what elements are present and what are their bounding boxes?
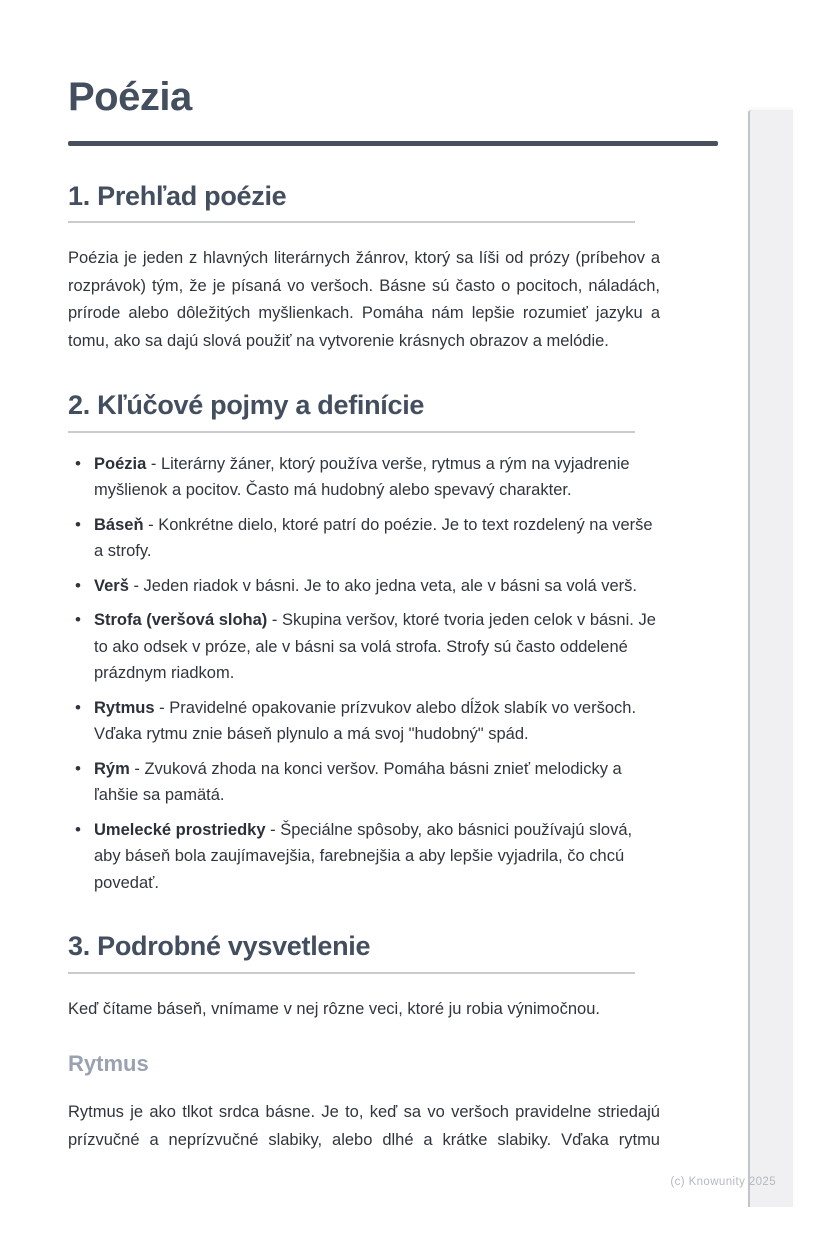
term-separator: - <box>129 759 145 778</box>
section-divider <box>68 221 635 223</box>
document-content <box>0 74 660 1154</box>
term-label: Rytmus <box>94 698 155 717</box>
term-label: Rým <box>94 759 130 778</box>
section-heading-overview: 1. Prehľad poézie <box>68 181 287 211</box>
term-separator: - <box>267 611 282 630</box>
term-label: Umelecké prostriedky <box>94 820 266 839</box>
term-label: Báseň <box>94 515 144 534</box>
section-divider <box>68 431 635 433</box>
list-item <box>68 756 660 809</box>
section-overview <box>68 180 660 355</box>
copyright-watermark: (c) Knowunity 2025 <box>670 1176 776 1188</box>
term-separator: - <box>146 454 161 473</box>
key-terms-list <box>68 451 660 897</box>
term-description: Zvuková zhoda na konci veršov. Pomáha básni znieť melodicky a ľahšie sa pamätá. <box>94 759 622 805</box>
section-heading-key-terms: 2. Kľúčové pojmy a definície <box>68 390 425 421</box>
list-item <box>68 817 660 897</box>
page-title: Poézia <box>68 75 192 119</box>
term-description: Jeden riadok v básni. Je to ako jedna veta, ale v básni sa volá verš. <box>143 576 637 595</box>
list-item <box>68 695 660 748</box>
term-label: Poézia <box>94 454 147 473</box>
term-description: Špeciálne spôsoby, ako básnici používajú slová, aby báseň bola zaujímavejšia, farebnejšia a aby lepšie vyjadrila, čo chcú povedať. <box>94 820 633 892</box>
paragraph-overview: Poézia je jeden z hlavných literárnych žánrov, ktorý sa líši od prózy (príbehov a rozprávok) tým, že je písaná vo veršoch. Básne sú často o pocitoch, náladách, prírode alebo dôležitých myšlienkach. Pomáha nám lepšie rozumieť jazyku a tomu, ako sa dajú slová použiť na vytvorenie krásnych obrazov a melódie. <box>68 249 660 350</box>
paragraph-detailed-intro: Keď čítame báseň, vnímame v nej rôzne veci, ktoré ju robia výnimočnou. <box>68 999 600 1018</box>
list-item <box>68 607 660 687</box>
term-description: Skupina veršov, ktoré tvoria jeden celok v básni. Je to ako odsek v próze, ale v básni sa volá strofa. Strofy sú často oddelené prázdnym riadkom. <box>94 611 656 683</box>
section-detailed-explanation <box>68 930 660 1154</box>
term-description: Pravidelné opakovanie prízvukov alebo dĺžok slabík vo veršoch. Vďaka rytmu znie báseň plynulo a má svoj "hudobný" spád. <box>94 698 637 744</box>
term-label: Verš <box>94 576 129 595</box>
term-separator: - <box>128 576 144 595</box>
term-description: Konkrétne dielo, ktoré patrí do poézie. Je to text rozdelený na verše a strofy. <box>94 515 653 561</box>
section-heading-detailed: 3. Podrobné vysvetlenie <box>68 931 371 962</box>
section-divider <box>68 972 635 974</box>
paragraph-rytmus: Rytmus je ako tlkot srdca básne. Je to, keď sa vo veršoch pravidelne striedajú prízvučné a neprízvučné slabiky, alebo dlhé a krátke slabiky. Vďaka rytmu <box>68 1103 660 1149</box>
term-separator: - <box>265 820 281 839</box>
term-separator: - <box>143 515 159 534</box>
term-label: Strofa (veršová sloha) <box>94 611 268 630</box>
list-item <box>68 451 660 504</box>
next-page-edge <box>748 110 793 1207</box>
term-separator: - <box>154 698 170 717</box>
term-description: Literárny žáner, ktorý používa verše, rytmus a rým na vyjadrenie myšlienok a pocitov. Často má hudobný alebo spevavý charakter. <box>94 454 630 500</box>
list-item <box>68 512 660 565</box>
list-item <box>68 573 660 600</box>
title-divider <box>68 141 718 146</box>
sub-heading-rytmus: Rytmus <box>68 1051 149 1077</box>
document-page <box>0 74 828 1245</box>
section-key-terms <box>68 389 660 896</box>
